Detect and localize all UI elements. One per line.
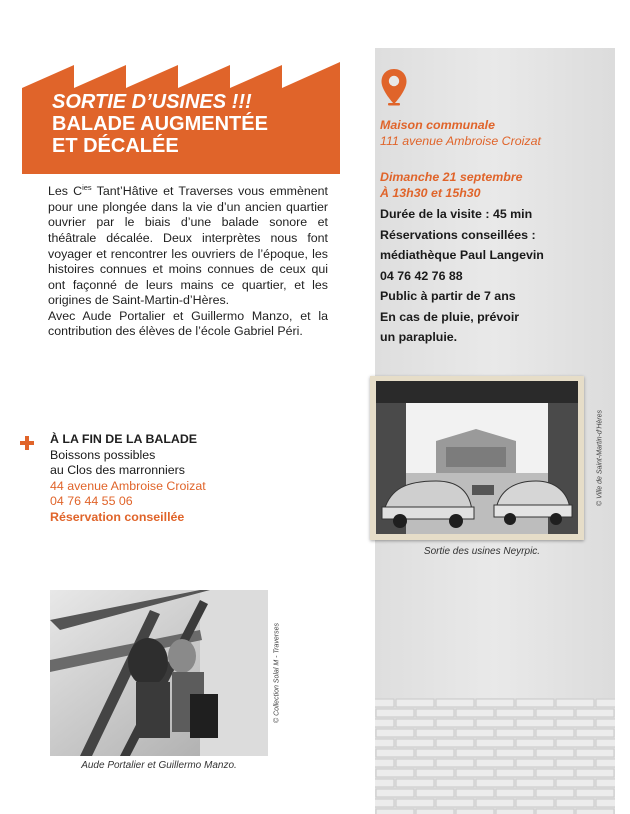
factory-exit-photo: [376, 381, 578, 534]
intro-text: [48, 180, 328, 340]
photo1-credit-text: © Collection Solal M - Traverses: [273, 623, 281, 723]
intro-lead-sup: ies: [82, 183, 92, 192]
reservations-phone: 04 76 42 76 88: [380, 268, 463, 283]
venue-line: au Clos des marronniers: [50, 463, 185, 478]
end-of-walk-title: À LA FIN DE LA BALADE: [50, 432, 198, 446]
intro-paragraph-1: [48, 180, 328, 309]
photo2-credit: [594, 376, 606, 540]
location-pin-icon: [380, 68, 408, 106]
intro-paragraph-1-rest: Tant’Hâtive et Traverses vous emmènent pour une plongée dans la vie d’un ancien quartier ouvrier par le biais d’une balade sonore et théâtrale décalée. Deux interprètes nous font voyager et rencontrer les ouvriers de l’époque, les histoires connues et moins connues de ceux qui ont façonné de leurs mains ce quartier, et les origines de Saint-Martin-d’Hères.: [48, 184, 328, 308]
title-line-3: ET DÉCALÉE: [52, 135, 179, 157]
end-of-walk-section: [50, 432, 320, 526]
reservations-place: médiathèque Paul Langevin: [380, 248, 544, 262]
photo1-caption: Aude Portalier et Guillermo Manzo.: [81, 760, 237, 771]
visit-duration: Durée de la visite : 45 min: [380, 207, 533, 221]
audience-line: Public à partir de 7 ans: [380, 289, 516, 303]
venue-reservation: Réservation conseillée: [50, 509, 185, 524]
event-date: Dimanche 21 septembre: [380, 170, 523, 184]
venue-phone: 04 76 44 55 06: [50, 494, 133, 509]
photo2-credit-text: © Ville de Saint-Martin-d’Hères: [596, 409, 604, 507]
event-details: [380, 204, 612, 348]
intro-lead: Les C: [48, 184, 83, 199]
title-banner: [22, 62, 340, 174]
venue-address: 44 avenue Ambroise Croizat: [50, 478, 206, 493]
photo1-credit: [271, 590, 283, 756]
event-place: Maison communale: [380, 118, 495, 132]
title-line-2: BALADE AUGMENTÉE: [52, 113, 268, 135]
event-schedule: [380, 170, 610, 201]
rain-line-2: un parapluie.: [380, 330, 458, 344]
performers-photo: [50, 590, 268, 756]
reservations-label: Réservations conseillées :: [380, 227, 536, 242]
event-location: [380, 117, 610, 149]
event-address: 111 avenue Ambroise Croizat: [380, 134, 541, 148]
rain-line-1: En cas de pluie, prévoir: [380, 309, 520, 324]
photo2-caption: Sortie des usines Neyrpic.: [423, 546, 541, 557]
title-line-1: SORTIE D’USINES !!!: [52, 91, 252, 113]
intro-paragraph-2: Avec Aude Portalier et Guillermo Manzo, et la contribution des élèves de l’école Gabriel Péri.: [48, 308, 328, 339]
drinks-line: Boissons possibles: [50, 447, 156, 462]
plus-icon: [20, 436, 34, 450]
event-time: À 13h30 et 15h30: [380, 185, 481, 200]
